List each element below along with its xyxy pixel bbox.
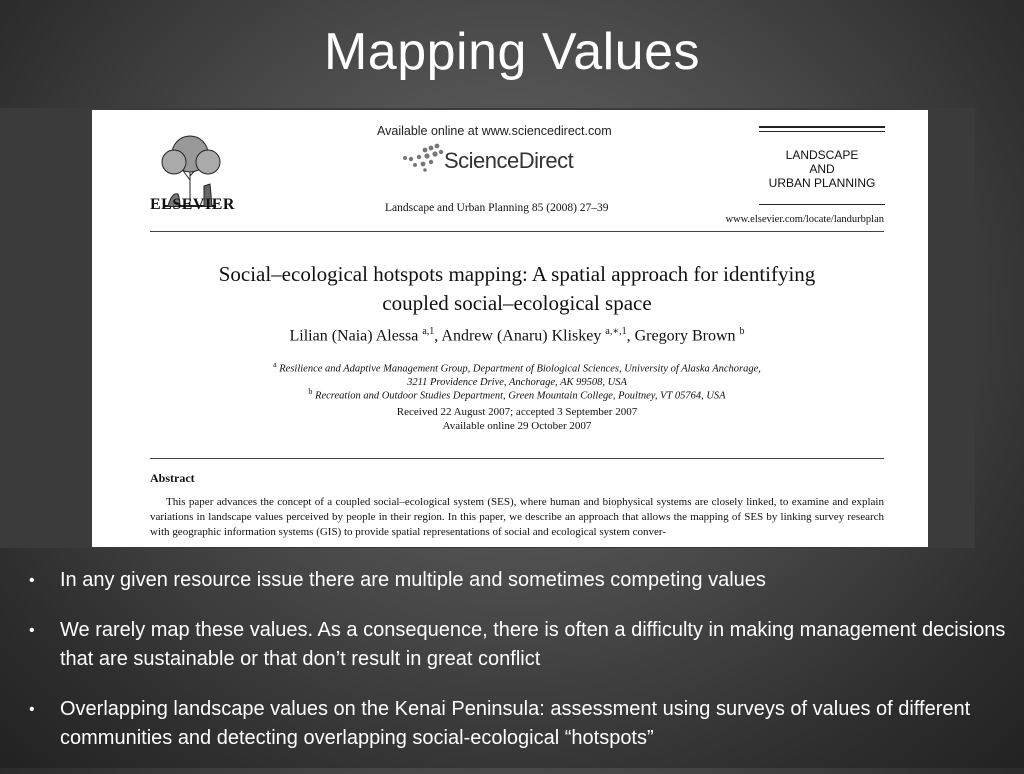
available-online-text: Available online at www.sciencedirect.com — [377, 124, 612, 138]
bullet-list — [26, 566, 1016, 774]
abstract-text: This paper advances the concept of a coupled social–ecological system (SES), where human and biophysical systems are closely linked, to examine and explain variations in landscape values perceived by people in their region. In this paper, we describe an approach that allows the mapping of SES by linking survey research with geographic information systems (GIS) to provide spatial representations of social and ecological system conver- — [150, 496, 884, 538]
received-date: Received 22 August 2007; accepted 3 September 2007 — [396, 406, 638, 418]
author-name: Gregory Brown — [634, 327, 736, 345]
author-list: Lilian (Naia) Alessa $^{a,1}$, Andrew (Anaru) Kliskey $^{a,∗,1}$, Gregory Brown $^b$ — [289, 326, 745, 345]
author-affiliation-mark: b — [739, 326, 745, 337]
affiliation-a — [150, 358, 884, 389]
author-name: Lilian (Naia) Alessa — [289, 327, 419, 345]
affiliation-b — [150, 385, 884, 403]
affiliation-text: Recreation and Outdoor Studies Department, Green Mountain College, Poultney, VT 05764, USA — [315, 390, 726, 402]
bullet-item — [26, 695, 1016, 753]
journal-name-line: URBAN PLANNING — [768, 176, 876, 190]
available-date: Available online 29 October 2007 — [442, 420, 592, 432]
article-title-line: Social–ecological hotspots mapping: A spatial approach for identifying — [218, 262, 816, 286]
journal-url: www.elsevier.com/locate/landurbplan — [725, 214, 884, 225]
article-title-line: coupled social–ecological space — [382, 291, 652, 315]
affiliation-text: 3211 Providence Drive, Anchorage, AK 99508, USA — [407, 376, 627, 388]
journal-rule-bottom — [759, 204, 885, 205]
bullet-dot-icon: • — [29, 622, 35, 639]
paper-screenshot — [92, 110, 928, 547]
journal-name-line: AND — [809, 162, 835, 176]
bullet-text: In any given resource issue there are multiple and sometimes competing values — [60, 569, 766, 591]
article-title — [150, 260, 884, 318]
journal-name-line: LANDSCAPE — [785, 148, 859, 162]
bullet-dot-icon: • — [29, 572, 35, 589]
bullet-item — [26, 616, 1016, 674]
sciencedirect-dots-icon — [397, 142, 447, 174]
article-dates — [150, 405, 884, 433]
journal-name — [759, 148, 885, 190]
abstract-heading: Abstract — [150, 471, 195, 485]
affiliation-mark: b — [308, 387, 313, 396]
author-affiliation-mark: a,∗,1 — [605, 326, 627, 337]
affiliation-text: Resilience and Adaptive Management Group, Department of Biological Sciences, University of Alaska Anchorage, — [279, 363, 761, 375]
publisher-name: ELSEVIER — [150, 196, 235, 213]
abstract-divider — [150, 458, 884, 459]
affiliation-mark: a — [273, 360, 277, 369]
slide-title: Mapping Values — [323, 23, 701, 81]
header-divider — [150, 231, 884, 232]
journal-rule-top-thin — [759, 131, 885, 132]
author-affiliation-mark: a,1 — [422, 326, 435, 337]
sciencedirect-logo-text: ScienceDirect — [444, 148, 574, 173]
bullet-text: Overlapping landscape values on the Kenai Peninsula: assessment using surveys of values of different communities and detecting overlapping social-ecological “hotspots” — [60, 698, 971, 749]
journal-citation: Landscape and Urban Planning 85 (2008) 27–39 — [385, 202, 609, 214]
bullet-text: We rarely map these values. As a consequence, there is often a difficulty in making management decisions that are sustainable or that don’t result in great conflict — [60, 619, 1006, 670]
bullet-dot-icon: • — [29, 701, 35, 718]
bullet-item — [26, 566, 1016, 595]
author-name: Andrew (Anaru) Kliskey — [441, 327, 602, 345]
journal-rule-top — [759, 126, 885, 128]
